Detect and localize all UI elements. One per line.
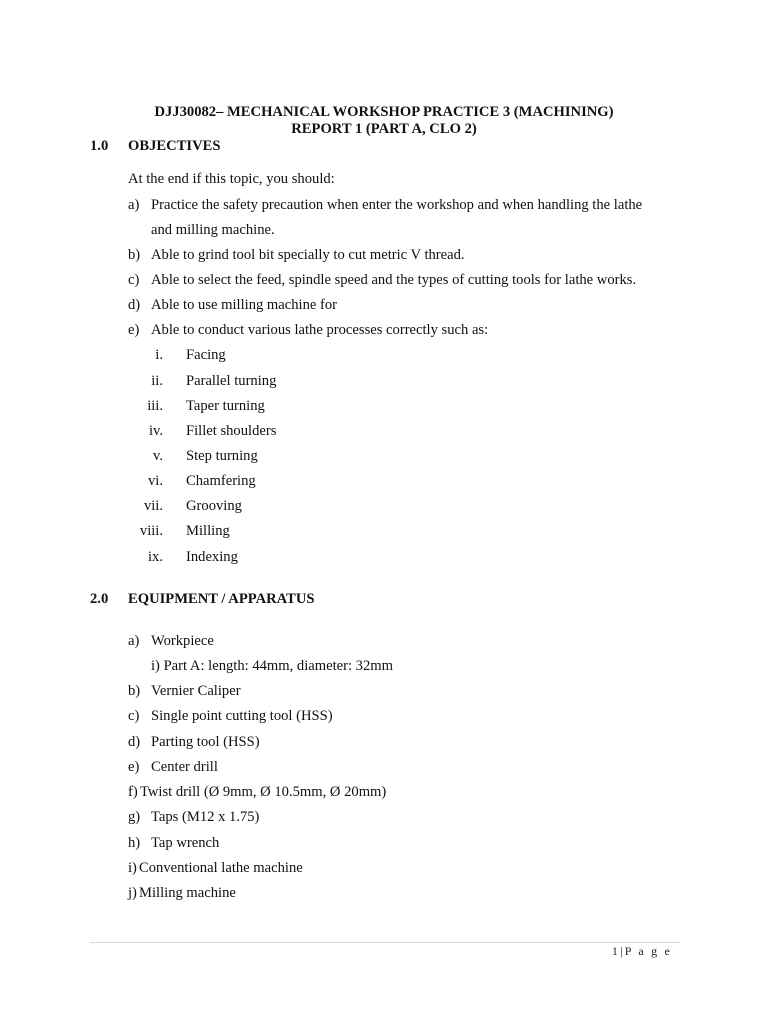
equipment-item: Center drill — [151, 759, 218, 775]
equipment-item: Tap wrench — [151, 835, 220, 851]
process-item: Grooving — [186, 498, 242, 514]
objective-marker: c) — [128, 272, 140, 288]
process-marker: viii. — [139, 523, 163, 539]
equipment-marker: f) — [128, 784, 138, 800]
equipment-marker: e) — [128, 759, 140, 775]
document-title: DJJ30082– MECHANICAL WORKSHOP PRACTICE 3 (MACHINING) — [154, 104, 614, 120]
section-2-heading: EQUIPMENT / APPARATUS — [128, 591, 315, 607]
section-2-number: 2.0 — [90, 591, 109, 607]
equipment-item: Conventional lathe machine — [139, 860, 303, 876]
equipment-subitem: i) Part A: length: 44mm, diameter: 32mm — [151, 658, 393, 674]
objective-marker: e) — [128, 322, 140, 338]
process-marker: iii. — [147, 398, 163, 414]
equipment-marker: i) — [128, 860, 137, 876]
equipment-item: Vernier Caliper — [151, 683, 241, 699]
page-footer — [612, 944, 672, 959]
process-marker: v. — [153, 448, 163, 464]
equipment-marker: d) — [128, 734, 141, 750]
objective-text: Practice the safety precaution when enter the workshop and when handling the lathe — [151, 197, 643, 213]
process-item: Milling — [186, 523, 230, 539]
equipment-marker: c) — [128, 708, 140, 724]
process-marker: ii. — [151, 373, 163, 389]
objective-marker: b) — [128, 247, 141, 263]
equipment-item: Workpiece — [151, 633, 214, 649]
objective-text: Able to conduct various lathe processes correctly such as: — [151, 322, 489, 338]
process-item: Parallel turning — [186, 373, 277, 389]
section-1-heading: OBJECTIVES — [128, 138, 221, 154]
process-item: Facing — [186, 347, 226, 363]
equipment-marker: h) — [128, 835, 141, 851]
equipment-item: Single point cutting tool (HSS) — [151, 708, 333, 724]
equipment-marker: j) — [128, 885, 137, 901]
process-item: Indexing — [186, 549, 238, 565]
equipment-marker: g) — [128, 809, 141, 825]
process-item: Step turning — [186, 448, 258, 464]
footer-separator: | — [620, 944, 625, 958]
objective-marker: d) — [128, 297, 141, 313]
objective-text: Able to grind tool bit specially to cut metric V thread. — [151, 247, 465, 263]
process-marker: i. — [155, 347, 163, 363]
process-marker: vi. — [148, 473, 163, 489]
process-item: Chamfering — [186, 473, 256, 489]
equipment-item: Milling machine — [139, 885, 236, 901]
objective-text: and milling machine. — [151, 222, 275, 238]
equipment-item: Taps (M12 x 1.75) — [151, 809, 260, 825]
process-item: Taper turning — [186, 398, 265, 414]
objectives-intro: At the end if this topic, you should: — [128, 171, 335, 187]
document-subtitle: REPORT 1 (PART A, CLO 2) — [291, 121, 477, 137]
process-marker: ix. — [148, 549, 163, 565]
section-1-number: 1.0 — [90, 138, 109, 154]
objective-text: Able to use milling machine for — [151, 297, 338, 313]
objective-text: Able to select the feed, spindle speed and the types of cutting tools for lathe works. — [151, 272, 637, 288]
process-marker: iv. — [148, 423, 163, 439]
page-label: P a g e — [624, 944, 672, 958]
process-item: Fillet shoulders — [186, 423, 277, 439]
objective-marker: a) — [128, 197, 140, 213]
equipment-marker: b) — [128, 683, 141, 699]
page-number: 1 — [611, 944, 621, 958]
equipment-item: Twist drill (Ø 9mm, Ø 10.5mm, Ø 20mm) — [140, 784, 387, 800]
equipment-item: Parting tool (HSS) — [151, 734, 260, 750]
equipment-marker: a) — [128, 633, 140, 649]
footer-divider — [90, 942, 680, 943]
process-marker: vii. — [143, 498, 163, 514]
